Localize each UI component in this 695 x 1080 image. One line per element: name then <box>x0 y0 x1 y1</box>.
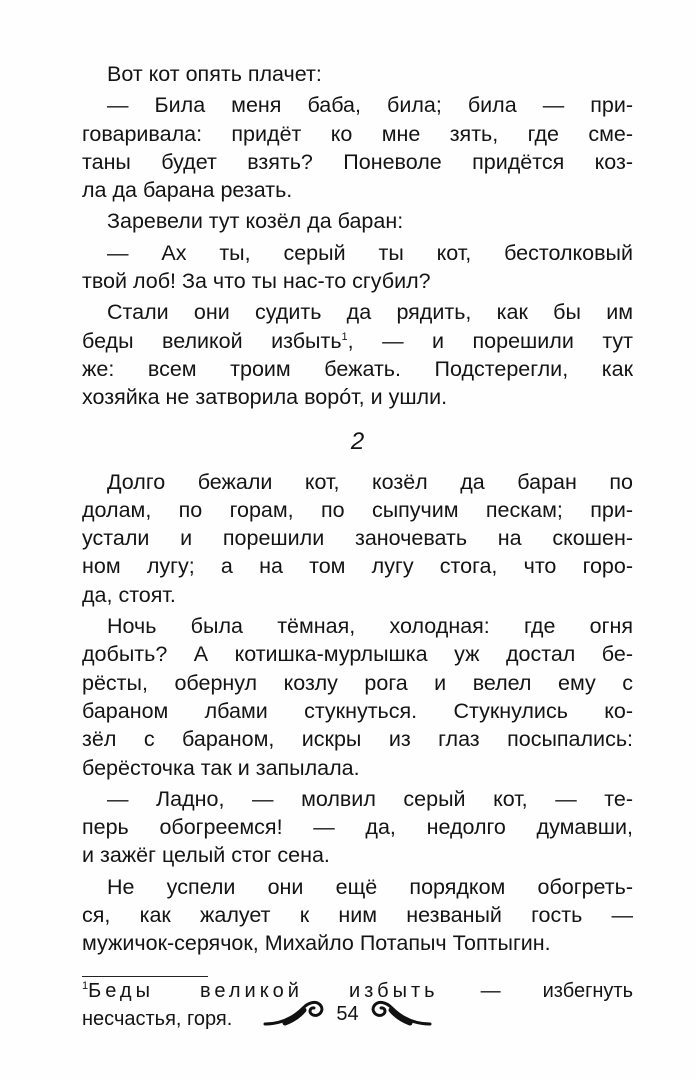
paragraph <box>82 60 633 88</box>
paragraph <box>82 207 633 235</box>
text-line: Долго бежали кот, козёл да баран по <box>107 469 633 494</box>
text-line: Стали они судить да рядить, как бы им <box>107 300 633 325</box>
text-line: мужичок-серячок, Михайло Потапыч Топтыгин. <box>82 931 551 956</box>
paragraph <box>82 91 633 204</box>
footnote-definition: — избегнуть <box>438 979 633 1002</box>
text-line: — Била меня баба, била; била — при- <box>107 93 633 118</box>
text-line: долам, по горам, по сыпучим пескам; при- <box>82 497 633 522</box>
paragraph <box>82 785 633 870</box>
page-number-footer <box>0 994 695 1034</box>
text-line: же: всем троим бежать. Подстерегли, как <box>82 356 633 381</box>
text-line: говаривала: придёт ко мне зять, где сме- <box>82 121 633 146</box>
footnote-ref: 1 <box>341 330 348 343</box>
footnote-marker: 1 <box>82 979 89 992</box>
text-line: — Ладно, — молвил серый кот, — те- <box>107 786 633 811</box>
text-line: — Ах ты, серый ты кот, бестолковый <box>107 240 633 265</box>
text-line: Не успели они ещё порядком обогреть- <box>107 874 633 899</box>
paragraph <box>82 873 633 958</box>
left-ornament-icon <box>263 994 325 1034</box>
right-ornament-icon <box>370 994 432 1034</box>
text-line: бараном лбами стукнуться. Стукнулись ко- <box>82 698 633 723</box>
text-line: Ночь была тёмная, холодная: где огня <box>107 614 633 639</box>
footnote-term: Беды великой избыть <box>88 979 439 1002</box>
text-line: перь обогреемся! — да, недолго думавши, <box>82 815 633 840</box>
paragraph <box>82 239 633 296</box>
text-line: зёл с бараном, искры из глаз посыпались: <box>82 727 633 752</box>
paragraph <box>82 298 633 411</box>
text-line: и зажёг целый стог сена. <box>82 843 330 868</box>
text-line: устали и порешили заночевать на скошен- <box>82 526 633 551</box>
text-line: ла да барана резать. <box>82 178 293 203</box>
footnote-line: несчастья, горя. <box>82 1007 233 1030</box>
text-line: хозяйка не затворила ворóт, и ушли. <box>82 385 448 410</box>
text-block-1 <box>82 60 633 412</box>
text-line: ном лугу; а на том лугу стога, что горо- <box>82 554 633 579</box>
page-body <box>82 60 633 1033</box>
text-line: беды великой избыть$^1$, — и порешили тут <box>82 328 634 353</box>
text-line: таны будет взять? Поневоле придётся коз- <box>82 149 633 174</box>
text-line: добыть? А котишка-мурлышка уж достал бе- <box>82 642 633 667</box>
text-line: Вот кот опять плачет: <box>107 62 322 86</box>
text-line: твой лоб! За что ты нас-то сгубил? <box>82 269 431 294</box>
text-block-2 <box>82 468 633 958</box>
text-line: Заревели тут козёл да баран: <box>107 209 404 234</box>
text-line: рёсты, обернул козлу рога и велел ему с <box>82 670 633 695</box>
text-line: ся, как жалует к ним незваный гость — <box>82 903 633 928</box>
paragraph <box>82 612 633 782</box>
text-line: берёсточка так и запылала. <box>82 755 360 780</box>
text-line: да, стоят. <box>82 582 176 607</box>
chapter-number: 2 <box>350 427 365 455</box>
paragraph <box>82 468 633 609</box>
page-number: 54 <box>336 1002 359 1025</box>
